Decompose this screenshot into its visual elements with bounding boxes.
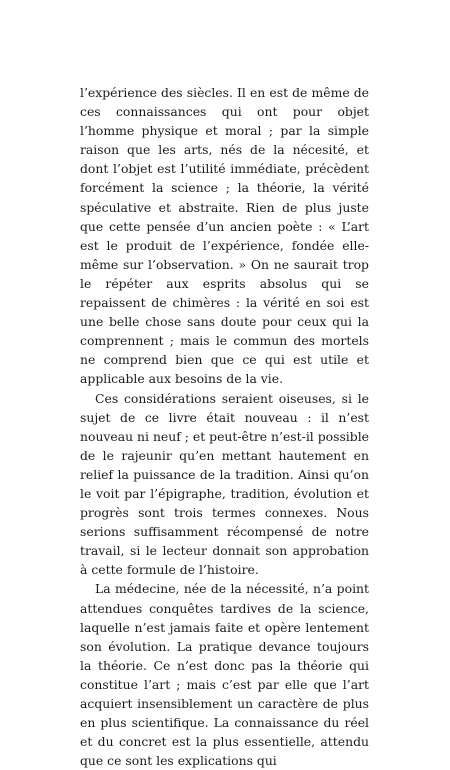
paragraph-2: Ces considérations seraient oiseuses, si le sujet de ce livre était nouveau : il n’est nouveau ni neuf ; et peut-être n’est-il possible de le rajeunir qu’en mettant hautement en relief la puissance de la tradition. Ainsi qu’on le voit par l’épigraphe, tradition, évolution et progrès sont trois termes connexes. Nous serions suffisamment récompensé de notre travail, si le lecteur donnait son approbation à cette formule de l’histoire. [80,390,369,578]
paragraph-3: La médecine, née de la nécessité, n’a point attendues conquêtes tardives de la science, laquelle n’est jamais faite et opère lentement son évolution. La pratique devance toujours la théorie. Ce n’est donc pas la théorie qui constitue l’art ; mais c’est par elle que l’art acquiert insensiblement un caractère de plus en plus scientifique. La connaissance du réel et du concret est la plus essentielle, attendu que ce sont les explications qui [80,581,369,769]
paragraph-1: l’expérience des siècles. Il en est de même de ces connaissances qui ont pour objet l’homme physique et moral ; par la simple raison que les arts, nés de la nécesité, et dont l’objet est l’utilité immédiate, précèdent forcément la science ; la théorie, la vérité spéculative et abstraite. Rien de plus juste que cette pensée d’un ancien poète : « L’art est le produit de l’expérience, fondée elle-même sur l’observation. » On ne saurait trop le répéter aux esprits absolus qui se repaissent de chimères : la vérité en soi est une belle chose sans doute pour ceux qui la comprennent ; mais le commun des mortels ne comprend bien que ce qui est utile et applicable aux besoins de la vie. [80,85,369,387]
page-body [80,83,369,770]
